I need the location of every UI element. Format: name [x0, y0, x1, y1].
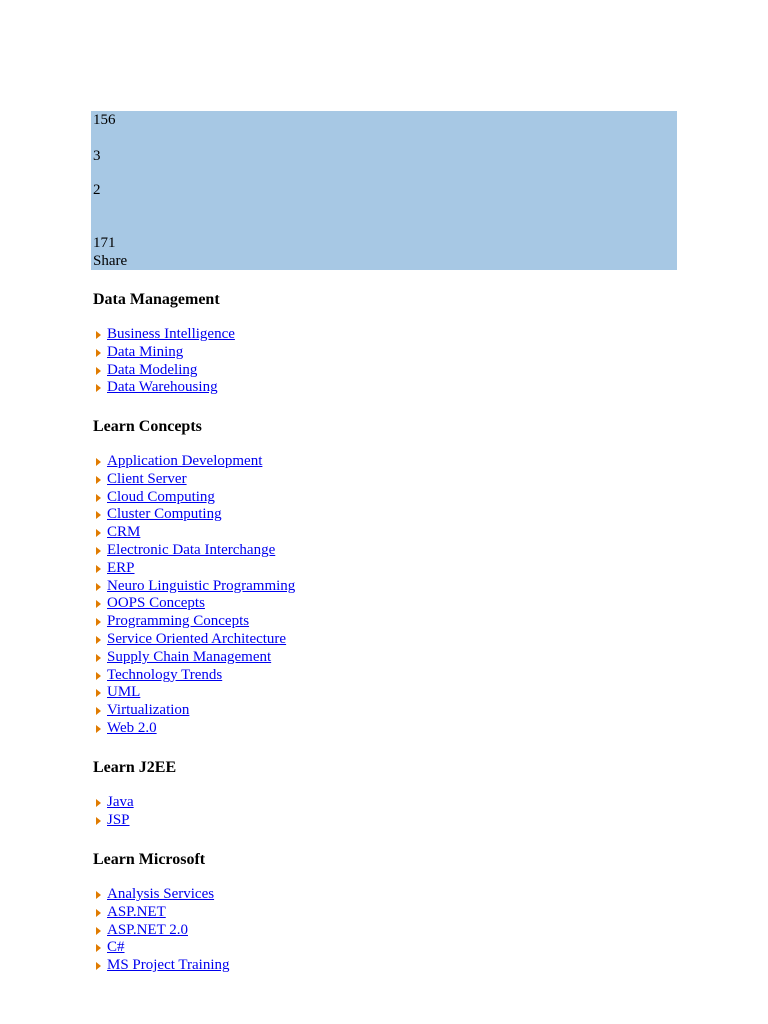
arrow-bullet-icon: [96, 817, 101, 825]
list-item: [93, 794, 134, 812]
share-box: [91, 111, 677, 270]
arrow-bullet-icon: [96, 725, 101, 733]
section-title: Learn J2EE: [93, 759, 177, 776]
nav-link[interactable]: Virtualization: [107, 702, 190, 719]
arrow-bullet-icon: [96, 707, 101, 715]
list-item: [93, 362, 235, 380]
nav-link[interactable]: ERP: [107, 559, 135, 576]
section-data-management: [93, 290, 235, 396]
nav-link[interactable]: Java: [107, 794, 134, 810]
nav-link[interactable]: Service Oriented Architecture: [107, 630, 287, 647]
nav-link[interactable]: Data Warehousing: [107, 379, 218, 396]
nav-link[interactable]: UML: [107, 684, 141, 701]
nav-link[interactable]: OOPS Concepts: [107, 595, 205, 612]
nav-link[interactable]: Analysis Services: [107, 886, 215, 902]
nav-link[interactable]: C#: [107, 939, 125, 956]
arrow-bullet-icon: [96, 367, 101, 375]
arrow-bullet-icon: [96, 636, 101, 644]
arrow-bullet-icon: [96, 891, 101, 899]
arrow-bullet-icon: [96, 476, 101, 484]
nav-link[interactable]: Programming Concepts: [107, 613, 250, 630]
list-item: [93, 524, 295, 542]
arrow-bullet-icon: [96, 944, 101, 952]
list-item: [93, 922, 230, 940]
list-item: [93, 326, 235, 344]
arrow-bullet-icon: [96, 529, 101, 537]
list-item: [93, 812, 134, 830]
nav-link[interactable]: CRM: [107, 524, 141, 541]
arrow-bullet-icon: [96, 909, 101, 917]
arrow-bullet-icon: [96, 962, 101, 970]
list-item: [93, 542, 295, 560]
nav-link[interactable]: MS Project Training: [107, 957, 230, 974]
section-learn-microsoft: [93, 850, 230, 974]
list-item: [93, 379, 235, 397]
arrow-bullet-icon: [96, 384, 101, 392]
share-total: 171: [93, 235, 116, 251]
nav-link[interactable]: Cloud Computing: [107, 488, 215, 505]
arrow-bullet-icon: [96, 672, 101, 680]
arrow-bullet-icon: [96, 511, 101, 519]
arrow-bullet-icon: [96, 565, 101, 573]
list-item: [93, 702, 295, 720]
arrow-bullet-icon: [96, 458, 101, 466]
nav-link[interactable]: Electronic Data Interchange: [107, 541, 276, 558]
link-list: [93, 453, 295, 738]
nav-link[interactable]: ASP.NET 2.0: [107, 921, 188, 938]
list-item: [93, 506, 295, 524]
section-learn-j2ee: [93, 758, 177, 828]
list-item: [93, 649, 295, 667]
list-item: [93, 613, 295, 631]
nav-link[interactable]: Technology Trends: [107, 666, 223, 683]
arrow-bullet-icon: [96, 494, 101, 502]
section-title: Learn Concepts: [93, 418, 202, 435]
arrow-bullet-icon: [96, 618, 101, 626]
share-count-2: 3: [93, 148, 101, 164]
arrow-bullet-icon: [96, 331, 101, 339]
list-item: [93, 904, 230, 922]
nav-link[interactable]: JSP: [107, 811, 130, 828]
arrow-bullet-icon: [96, 654, 101, 662]
link-list: [93, 886, 230, 975]
list-item: [93, 344, 235, 362]
section-learn-concepts: [93, 417, 296, 736]
list-item: [93, 471, 295, 489]
section-title: Data Management: [93, 291, 220, 308]
list-item: [93, 684, 295, 702]
list-item: [93, 886, 230, 904]
section-title: Learn Microsoft: [93, 851, 206, 868]
nav-link[interactable]: Data Modeling: [107, 361, 198, 378]
list-item: [93, 939, 230, 957]
share-count-3: 2: [93, 182, 101, 198]
arrow-bullet-icon: [96, 927, 101, 935]
nav-link[interactable]: Client Server: [107, 470, 187, 487]
share-button[interactable]: Share: [93, 253, 128, 269]
list-item: [93, 560, 295, 578]
list-item: [93, 957, 230, 975]
nav-link[interactable]: Data Mining: [107, 343, 184, 360]
nav-link[interactable]: Web 2.0: [107, 719, 157, 736]
arrow-bullet-icon: [96, 349, 101, 357]
nav-link[interactable]: Supply Chain Management: [107, 648, 272, 665]
link-list: [93, 326, 235, 397]
list-item: [93, 578, 295, 596]
list-item: [93, 453, 295, 471]
nav-link[interactable]: Application Development: [107, 453, 263, 469]
arrow-bullet-icon: [96, 547, 101, 555]
list-item: [93, 720, 295, 738]
arrow-bullet-icon: [96, 689, 101, 697]
list-item: [93, 667, 295, 685]
arrow-bullet-icon: [96, 583, 101, 591]
arrow-bullet-icon: [96, 600, 101, 608]
share-count-1: 156: [93, 112, 116, 128]
list-item: [93, 489, 295, 507]
nav-link[interactable]: ASP.NET: [107, 903, 166, 920]
arrow-bullet-icon: [96, 799, 101, 807]
nav-link[interactable]: Neuro Linguistic Programming: [107, 577, 296, 594]
list-item: [93, 631, 295, 649]
list-item: [93, 595, 295, 613]
nav-link[interactable]: Business Intelligence: [107, 326, 235, 342]
link-list: [93, 794, 134, 830]
nav-link[interactable]: Cluster Computing: [107, 506, 222, 523]
